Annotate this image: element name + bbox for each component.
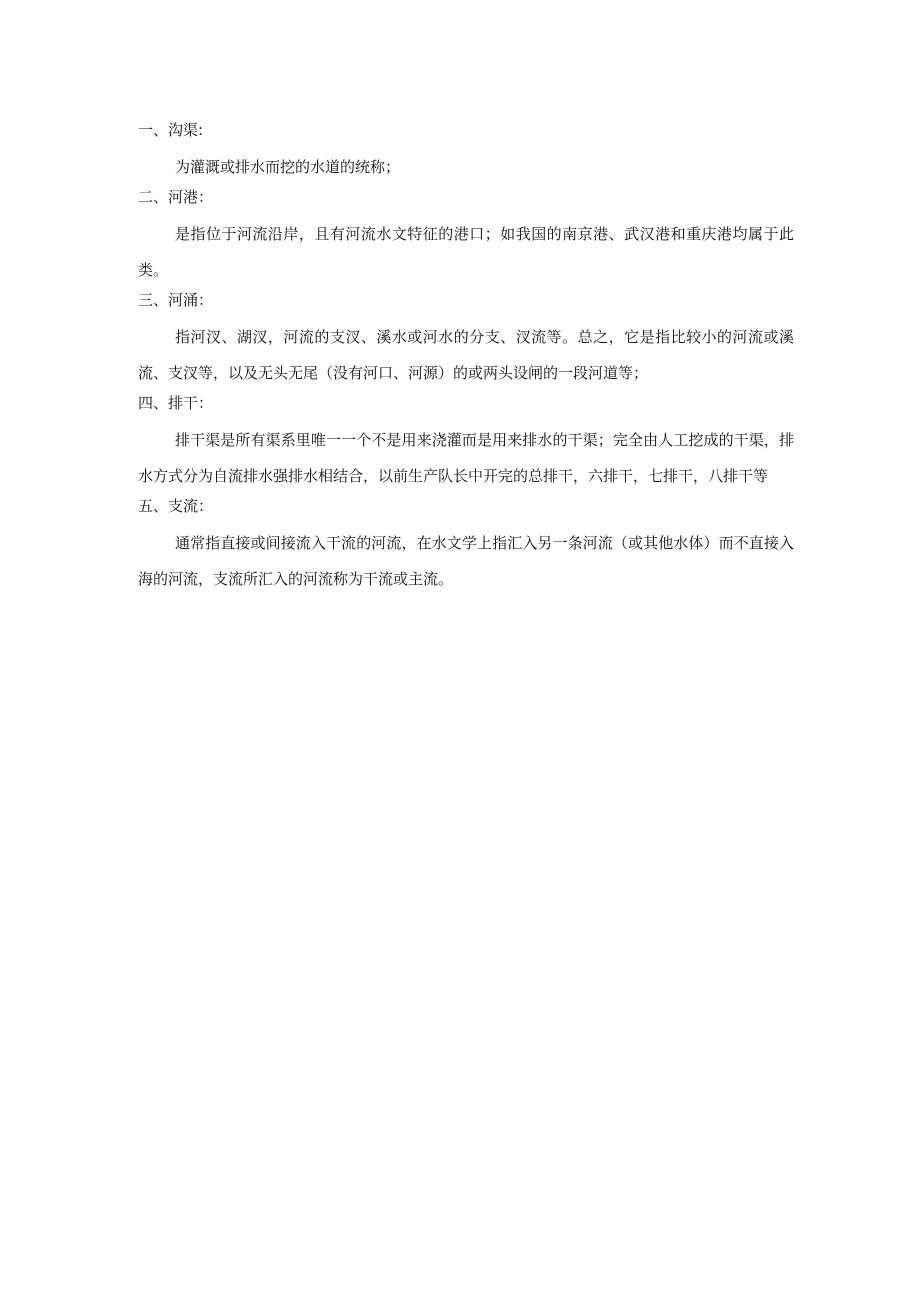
- section-heading: 三、河涌：: [138, 291, 214, 309]
- section-body: 指河汊、湖汊，河流的支汊、溪水或河水的分支、汊流等。总之，它是指比较小的河流或溪流、支汊等，以及无头无尾（没有河口、河源）的或两头设闸的一段河道等；: [138, 328, 794, 382]
- section-2: [138, 187, 794, 288]
- section-1: [138, 120, 794, 185]
- section-body: 排干渠是所有渠系里唯一一个不是用来浇灌而是用来排水的干渠；完全由人工挖成的干渠，排水方式分为自流排水强排水相结合，以前生产队长中开完的总排干，六排干，七排干，八排干等: [138, 431, 794, 485]
- section-5: [138, 496, 794, 597]
- document-content: [138, 120, 794, 599]
- section-4: [138, 393, 794, 494]
- section-heading: 一、沟渠:: [138, 121, 204, 139]
- section-body: 为灌溉或排水而挖的水道的统称；: [175, 158, 401, 176]
- section-3: [138, 290, 794, 391]
- section-body: 是指位于河流沿岸，且有河流水文特征的港口；如我国的南京港、武汉港和重庆港均属于此类。: [138, 225, 794, 279]
- section-body: 通常指直接或间接流入干流的河流，在水文学上指汇入另一条河流（或其他水体）而不直接入海的河流，支流所汇入的河流称为干流或主流。: [138, 534, 794, 588]
- section-heading: 五、支流：: [138, 497, 214, 515]
- section-heading: 二、河港：: [138, 188, 214, 206]
- section-heading: 四、排干：: [138, 394, 214, 412]
